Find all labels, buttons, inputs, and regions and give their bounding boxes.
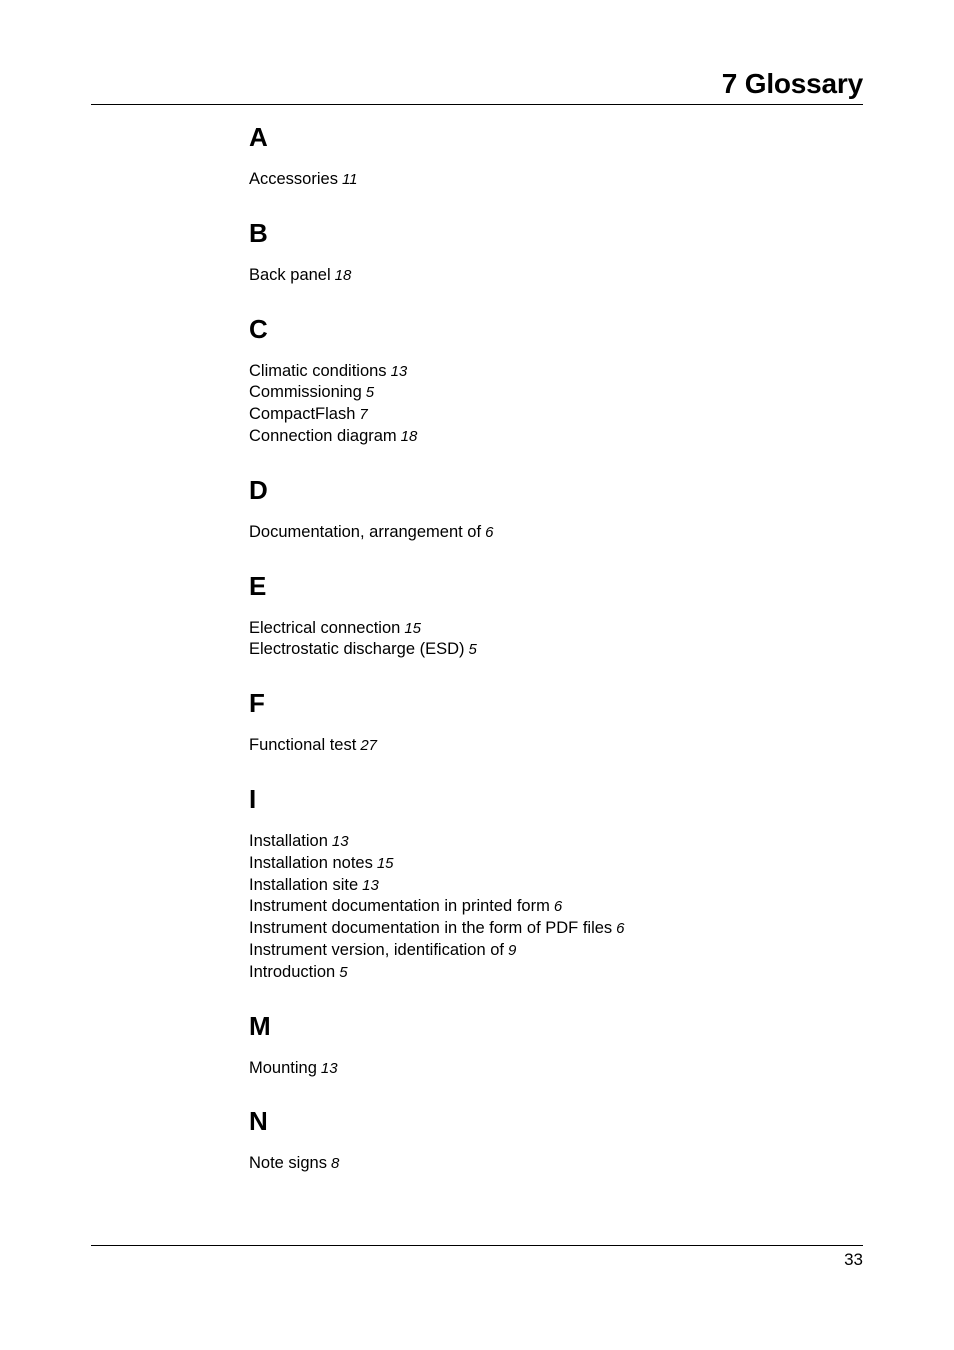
glossary-entry: [249, 1058, 849, 1080]
entry-term: Commissioning: [249, 383, 362, 402]
glossary-index: [249, 119, 849, 1175]
section-letter: I: [249, 783, 257, 814]
glossary-entry: [249, 618, 849, 640]
glossary-entry: [249, 382, 849, 404]
glossary-entry: [249, 361, 849, 383]
glossary-entry: [249, 896, 849, 918]
page-number: 33: [844, 1250, 863, 1269]
entry-page-reference: 8: [330, 1155, 340, 1173]
entry-term: Mounting: [249, 1058, 317, 1077]
entry-term: Instrument documentation in printed form: [249, 897, 550, 916]
section-letter: A: [249, 122, 268, 152]
entry-page-reference: 6: [553, 898, 563, 916]
page-title: 7 Glossary: [721, 68, 863, 99]
entry-term: Climatic conditions: [249, 361, 387, 380]
entry-term: Installation notes: [249, 853, 373, 872]
entry-term: Connection diagram: [249, 426, 397, 445]
entry-page-reference: 5: [339, 963, 348, 981]
entry-term: Instrument documentation in the form of PDF files: [249, 919, 613, 938]
entry-term: Instrument version, identification of: [249, 940, 504, 959]
section-letter: C: [249, 313, 268, 344]
glossary-entry: [249, 169, 849, 191]
glossary-entry: [249, 853, 849, 875]
entry-page-reference: 15: [376, 854, 394, 872]
entry-page-reference: 5: [468, 641, 477, 659]
entry-page-reference: 15: [404, 619, 422, 637]
glossary-entry: [249, 735, 849, 757]
entry-page-reference: 6: [485, 523, 494, 541]
glossary-section-b: [249, 215, 849, 287]
section-letter: F: [249, 688, 265, 719]
section-letter: N: [249, 1106, 268, 1137]
glossary-entry: [249, 940, 849, 962]
footer-divider: [91, 1245, 863, 1246]
glossary-entry: [249, 265, 849, 287]
entry-term: Accessories: [249, 170, 338, 188]
entry-list: [249, 1153, 849, 1175]
section-letter: E: [249, 570, 267, 601]
glossary-section-e: [249, 568, 849, 662]
entry-page-reference: 18: [400, 427, 418, 445]
entry-term: Electrical connection: [249, 618, 401, 637]
entry-page-reference: 5: [365, 384, 375, 402]
entry-term: CompactFlash: [249, 405, 356, 424]
glossary-entry: [249, 522, 849, 544]
entry-list: [249, 618, 849, 662]
glossary-section-f: [249, 685, 849, 757]
entry-term: Documentation, arrangement of: [249, 522, 482, 541]
entry-term: Installation: [249, 831, 328, 850]
entry-term: Installation site: [249, 875, 359, 894]
entry-term: Introduction: [249, 962, 336, 981]
entry-term: Back panel: [249, 265, 331, 284]
glossary-section-c: [249, 311, 849, 448]
header-divider: [91, 104, 863, 105]
glossary-entry: [249, 426, 849, 448]
glossary-entry: [249, 962, 849, 984]
entry-list: [249, 361, 849, 448]
section-letter: M: [249, 1010, 271, 1041]
glossary-entry: [249, 1153, 849, 1175]
glossary-entry: [249, 918, 849, 940]
entry-page-reference: 7: [359, 406, 368, 424]
entry-page-reference: 13: [320, 1059, 338, 1077]
section-letter: B: [249, 217, 268, 248]
entry-list: [249, 1058, 849, 1080]
entry-page-reference: 13: [331, 832, 349, 850]
glossary-section-n: [249, 1103, 849, 1175]
entry-term: Electrostatic discharge (ESD): [249, 640, 465, 659]
glossary-section-m: [249, 1008, 849, 1080]
entry-list: [249, 735, 849, 757]
entry-term: Note signs: [249, 1154, 327, 1173]
glossary-entry: [249, 875, 849, 897]
entry-page-reference: 6: [616, 920, 625, 938]
glossary-section-a: [249, 119, 849, 191]
entry-page-reference: 13: [362, 876, 379, 894]
entry-list: [249, 265, 849, 287]
glossary-section-i: [249, 781, 849, 984]
entry-list: [249, 169, 849, 191]
entry-page-reference: 9: [507, 941, 517, 959]
entry-term: Functional test: [249, 736, 357, 755]
glossary-section-d: [249, 472, 849, 544]
entry-page-reference: 13: [390, 362, 408, 380]
entry-page-reference: 11: [341, 171, 358, 188]
glossary-entry: [249, 639, 849, 661]
glossary-entry: [249, 831, 849, 853]
section-letter: D: [249, 474, 268, 505]
entry-list: [249, 522, 849, 544]
glossary-entry: [249, 404, 849, 426]
entry-list: [249, 831, 849, 984]
entry-page-reference: 27: [360, 737, 377, 755]
entry-page-reference: 18: [334, 266, 352, 284]
